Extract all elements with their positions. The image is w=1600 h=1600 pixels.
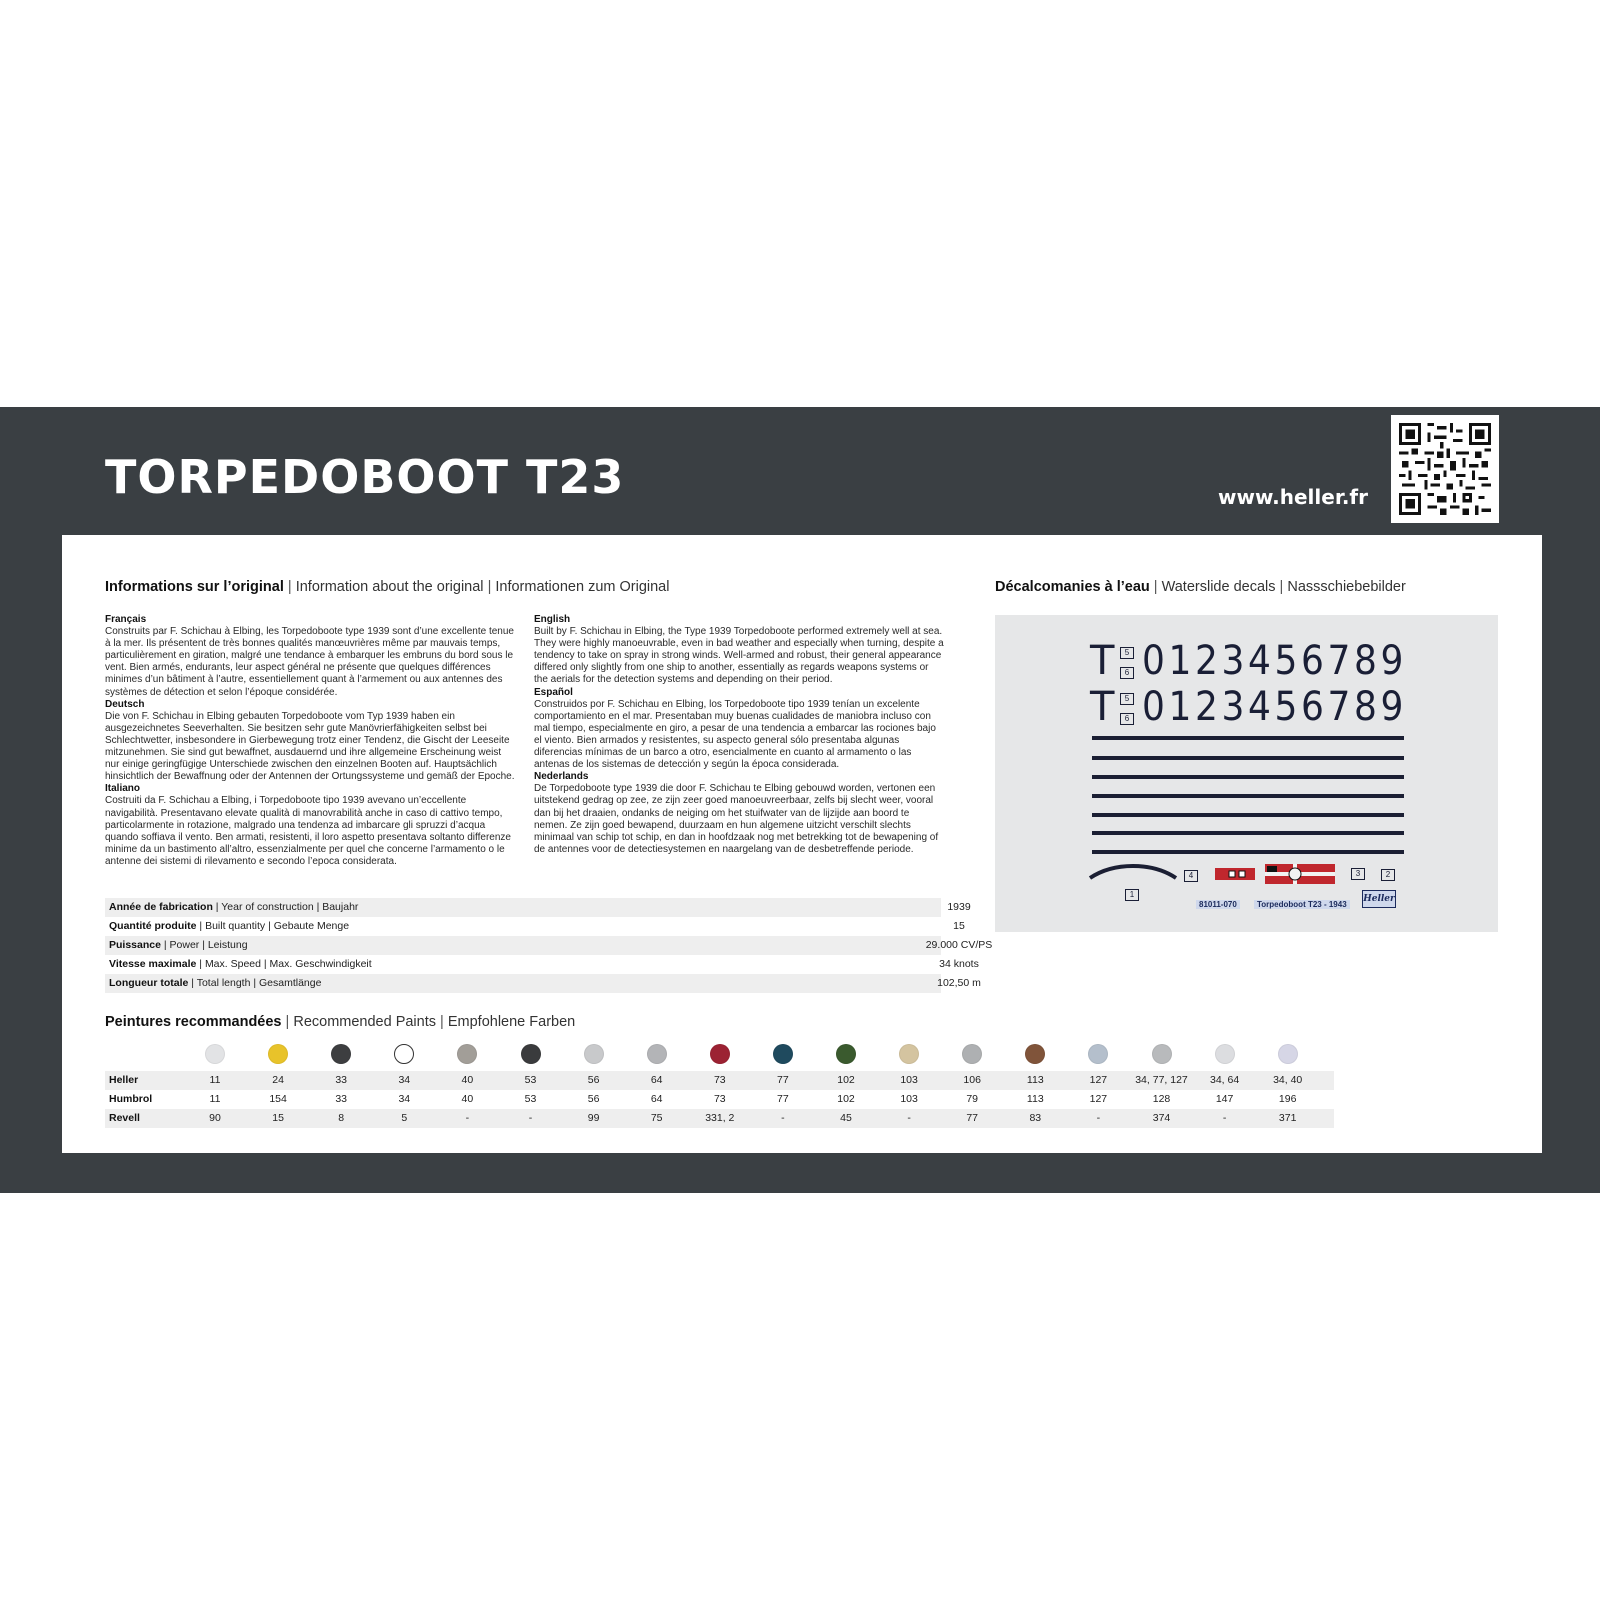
spec-value: 15	[953, 920, 965, 932]
paint-code-cell: 64	[650, 1074, 663, 1086]
lang-label-en: English	[534, 614, 571, 625]
separator: |	[487, 579, 492, 595]
paint-code-cell: 73	[713, 1074, 726, 1086]
paint-swatch	[205, 1044, 225, 1064]
text-it: Costruiti da F. Schichau a Elbing, i Torpedoboote tipo 1939 avevano un’eccellente navigabilità. Presentavano elevate qualità di manovrabilità anche in caso di cattivo tempo, particolarmente in rotazione, malgrado una tendenza ad imbarcare gli spruzzi d’acqua quando soffiava il vento. Ben armati, resistenti, il loro aspetto presentava soltanto differenze minime da un bastimento all’altro, essenzialmente per quel che concerne l’armamento o le antenne dei sistemi di rilevamento e secondo l’epoca considerata.	[105, 795, 511, 867]
paint-swatch	[710, 1044, 730, 1064]
paint-code-cell: 11	[209, 1093, 221, 1105]
paint-code-cell: 127	[1089, 1074, 1108, 1086]
paint-code-cell: 33	[335, 1093, 348, 1105]
decal-war-ensign-flag	[1265, 864, 1335, 884]
paint-code-cell: 103	[900, 1093, 918, 1105]
spec-label-en: Power	[169, 939, 200, 951]
paint-code-cell: 15	[272, 1112, 284, 1124]
spec-value: 34 knots	[939, 958, 979, 970]
decal-digits-row: 0123456789	[1142, 638, 1408, 684]
decal-t-letter: T	[1090, 684, 1115, 730]
paint-code-cell: -	[1222, 1112, 1227, 1124]
paint-code-cell: -	[781, 1112, 785, 1124]
paint-code-cell: 99	[587, 1112, 600, 1124]
paint-row-label: Humbrol	[109, 1093, 153, 1105]
decal-number-box: 5	[1120, 693, 1134, 705]
spec-row-speed: Vitesse maximale | Max. Speed | Max. Geschwindigkeit 34 knots	[105, 955, 941, 974]
paint-code-cell: 34, 40	[1273, 1074, 1303, 1086]
separator: |	[1153, 579, 1158, 595]
paint-code-cell: 103	[900, 1074, 918, 1086]
paint-code-cell: -	[907, 1112, 911, 1124]
paint-code-cell: 24	[272, 1074, 284, 1086]
decals-heading	[995, 579, 1406, 595]
decal-digits-row: 0123456789	[1142, 684, 1408, 730]
spec-label-de: Max. Geschwindigkeit	[269, 958, 372, 970]
text-fr: Construits par F. Schichau à Elbing, les Torpedoboote type 1939 sont d’une excellente tenue à la mer. Ils présentent de très bonnes qualités manœuvrières même par mauvais temps, particulièrement en giration, malgré une tendance à embarquer les embruns du bord sous le vent. Bien armés, endurants, leur aspect général ne présente que quelques différences minimes d’un bâtiment à l’autre, essentiellement quant à l’armement ou aux antennes des systèmes de détection et selon l’époque considérée.	[105, 626, 514, 698]
info-heading	[105, 579, 669, 595]
paint-swatch	[1215, 1044, 1235, 1064]
spec-row-year: Année de fabrication | Year of construction | Baujahr 1939	[105, 898, 941, 917]
page-title: TORPEDOBOOT T23	[105, 450, 625, 504]
info-heading-de: Informationen zum Original	[495, 579, 670, 595]
text-nl: De Torpedoboote type 1939 die door F. Schichau te Elbing gebouwd worden, vertonen een uitstekend gedrag op zee, ze zijn zeer goed manoeuvreerbaar, zelfs bij slecht weer, vooral dan bij het draaien, ondanks de neiging om het stuifwater van de lijzijde aan boord te nemen. Ze zijn goed bewapend, duurzaam en hun algemene uitzicht verschilt slechts minimaal van schip tot schip, en dan in hoofdzaak nog met betrekking tot de bewapening of de antennes voor de detectiesystemen en naargelang van de desbetreffende periode.	[534, 783, 939, 855]
spec-row-power: Puissance | Power | Leistung 29.000 CV/PS	[105, 936, 941, 955]
paint-swatch	[836, 1044, 856, 1064]
qr-code-graphic	[1399, 423, 1491, 515]
paint-code-cell: 154	[269, 1093, 287, 1105]
decal-number-box: 5	[1120, 647, 1134, 659]
text-de: Die von F. Schichau in Elbing gebauten Torpedoboote vom Typ 1939 haben ein ausgezeichnetes Seeverhalten. Sie besitzen sehr gute Manövrierfähigkeiten selbst bei Schlechtwetter, insbesondere in Gierbewegung trotz einer Tendenz, die Gischt der Leeseite mitzunehmen. Sie sind gut bewaffnet, ausdauernd und ihre allgemeine Erscheinung weist nur einige geringfügige Unterschiede zwischen den einzelnen Booten auf. Hauptsächlich hinsichtlich der Bewaffnung oder der Antennen der Ortungssysteme und gemäß der Epoche.	[105, 710, 515, 783]
paint-code-cell: 83	[1029, 1112, 1042, 1124]
spec-label-en: Year of construction	[221, 901, 314, 913]
paint-swatch	[268, 1044, 288, 1064]
lang-label-nl: Nederlands	[534, 771, 589, 783]
paint-code-cell: 113	[1026, 1093, 1044, 1105]
spec-label-fr: Quantité produite	[109, 920, 197, 932]
paint-code-cell: 56	[587, 1074, 600, 1086]
separator: |	[287, 579, 292, 595]
paint-swatch	[899, 1044, 919, 1064]
paint-code-cell: 128	[1152, 1093, 1171, 1105]
paint-code-cell: 102	[837, 1093, 855, 1105]
paint-code-cell: 33	[335, 1074, 348, 1086]
paint-code-cell: 113	[1026, 1074, 1044, 1086]
decal-hull-curve	[1088, 860, 1178, 882]
decal-small-flag	[1215, 868, 1255, 880]
paint-code-cell: 331, 2	[705, 1112, 735, 1124]
spec-value: 29.000 CV/PS	[925, 939, 993, 951]
paint-code-cell: 8	[338, 1112, 345, 1124]
info-heading-fr: Informations sur l’original	[105, 579, 284, 595]
paint-swatch	[1152, 1044, 1172, 1064]
spec-label-fr: Vitesse maximale	[109, 958, 197, 970]
paint-code-cell: 77	[777, 1093, 789, 1105]
spec-value: 1939	[947, 901, 971, 913]
paint-swatch	[773, 1044, 793, 1064]
paint-code-cell: 73	[713, 1093, 726, 1105]
paint-code-cell: 64	[650, 1093, 663, 1105]
decal-number-box: 3	[1351, 868, 1365, 880]
paint-code-cell: 147	[1215, 1093, 1234, 1105]
paint-code-cell: -	[528, 1112, 533, 1124]
separator: |	[1279, 579, 1284, 595]
paint-row-label: Heller	[109, 1074, 139, 1086]
paint-code-cell: 11	[209, 1074, 221, 1086]
paint-row-heller	[105, 1071, 1334, 1090]
decal-stripe	[1092, 736, 1404, 740]
text-es: Construidos por F. Schichau en Elbing, los Torpedoboote tipo 1939 tenían un excelente comportamiento en el mar. Presentaban muy buenas cualidades de maniobra incluso con mal tiempo, especialmente en giro, a pesar de una tendencia a embarcar las rociones bajo el viento. Bien armados y resistentes, su aspecto general sólo presentaba algunas diferencias mínimas de un barco a otro, esencialmente en cuanto al armamento o las antenas de los sistemas de detección y según la época considerada.	[534, 698, 936, 771]
paint-code-cell: 5	[401, 1112, 408, 1124]
spec-label-fr: Année de fabrication	[109, 901, 213, 913]
paint-code-cell: 34	[398, 1093, 411, 1105]
paint-code-cell: 34, 77, 127	[1135, 1074, 1188, 1086]
spec-value: 102,50 m	[937, 977, 981, 989]
paint-code-cell: 77	[777, 1074, 789, 1086]
spec-label-de: Gebaute Menge	[273, 920, 350, 932]
decal-ref-code: 81011-070	[1196, 900, 1240, 909]
paint-code-cell: 106	[963, 1074, 981, 1086]
decal-number-box: 1	[1125, 889, 1139, 901]
paint-row-revell	[105, 1109, 1334, 1128]
spec-label-en: Total length	[196, 977, 251, 989]
spec-label-en: Built quantity	[205, 920, 266, 932]
spec-label-de: Gesamtlänge	[259, 977, 322, 989]
paint-swatch	[1278, 1044, 1298, 1064]
paints-heading-en: Recommended Paints	[293, 1014, 437, 1030]
paint-code-cell: 40	[461, 1093, 474, 1105]
spec-label-fr: Puissance	[109, 939, 161, 951]
heller-logo: Heller	[1362, 890, 1396, 908]
decal-stripe	[1092, 756, 1404, 760]
paint-code-cell: 77	[966, 1112, 979, 1124]
spec-row-quantity: Quantité produite | Built quantity | Gebaute Menge 15	[105, 917, 941, 936]
lang-label-es: Español	[534, 686, 573, 698]
paint-code-cell: 127	[1089, 1093, 1108, 1105]
paint-code-cell: 53	[524, 1093, 537, 1105]
paint-code-cell: 75	[650, 1112, 663, 1124]
paints-heading-fr: Peintures recommandées	[105, 1014, 282, 1030]
spec-label-de: Baujahr	[322, 901, 359, 913]
spec-row-length: Longueur totale | Total length | Gesamtlänge 102,50 m	[105, 974, 941, 993]
paint-code-cell: 196	[1278, 1093, 1297, 1105]
paints-heading	[105, 1014, 575, 1030]
separator: |	[440, 1014, 444, 1030]
paint-code-cell: 34, 64	[1209, 1074, 1240, 1086]
decal-t-letter: T	[1090, 638, 1115, 684]
paint-code-cell: 56	[587, 1093, 600, 1105]
paint-swatch	[647, 1044, 667, 1064]
decal-stripe	[1092, 813, 1404, 817]
info-text-right-column	[534, 614, 944, 856]
decal-number-box: 6	[1120, 713, 1134, 725]
decal-stripe	[1092, 850, 1404, 854]
lang-label-fr: Français	[105, 614, 147, 625]
website-link[interactable]: www.heller.fr	[1218, 485, 1368, 509]
decals-heading-de: Nassschiebebilder	[1287, 579, 1406, 595]
decal-ref-name: Torpedoboot T23 - 1943	[1254, 900, 1350, 909]
decal-stripe	[1092, 775, 1404, 779]
spec-label-de: Leistung	[207, 939, 248, 951]
paint-code-cell: 102	[837, 1074, 855, 1086]
paint-row-label: Revell	[109, 1112, 140, 1124]
paint-swatch	[521, 1044, 541, 1064]
spec-label-en: Max. Speed	[204, 958, 261, 970]
decal-number-box: 2	[1381, 869, 1395, 881]
decals-heading-fr: Décalcomanies à l’eau	[995, 579, 1150, 595]
paint-code-cell: 45	[840, 1112, 852, 1124]
info-text-left-column	[105, 614, 517, 868]
paint-code-cell: 374	[1152, 1112, 1171, 1124]
paints-heading-de: Empfohlene Farben	[447, 1014, 576, 1030]
qr-code-icon[interactable]	[1391, 415, 1499, 523]
paint-code-cell: 371	[1278, 1112, 1297, 1124]
text-en: Built by F. Schichau in Elbing, the Type 1939 Torpedoboote performed extremely well at sea. They were highly manoeuvrable, even in bad weather and especially when turning, despite a tendency to take on spray in strong winds. Well-armed and robust, their general appearance differed only slightly from one ship to another, essentially as regards weapons systems or the aerials for the detection systems and depending on their period.	[534, 626, 944, 686]
decal-stripe	[1092, 831, 1404, 835]
decals-heading-en: Waterslide decals	[1161, 579, 1276, 595]
info-heading-en: Information about the original	[295, 579, 484, 595]
paint-code-cell: 90	[209, 1112, 221, 1124]
paint-code-cell: 53	[524, 1074, 537, 1086]
lang-label-it: Italiano	[105, 783, 141, 795]
decal-number-box: 6	[1120, 667, 1134, 679]
decal-stripe	[1092, 794, 1404, 798]
lang-label-de: Deutsch	[105, 698, 145, 710]
paint-code-cell: -	[465, 1112, 470, 1124]
spec-label-fr: Longueur totale	[109, 977, 189, 989]
separator: |	[285, 1014, 290, 1030]
decal-number-box: 4	[1184, 870, 1198, 882]
paint-code-cell: 34	[398, 1074, 411, 1086]
paint-code-cell: -	[1096, 1112, 1101, 1124]
paint-code-cell: 79	[966, 1093, 979, 1105]
paint-code-cell: 40	[461, 1074, 474, 1086]
paint-row-humbrol	[105, 1090, 1334, 1109]
paint-swatch	[584, 1044, 604, 1064]
